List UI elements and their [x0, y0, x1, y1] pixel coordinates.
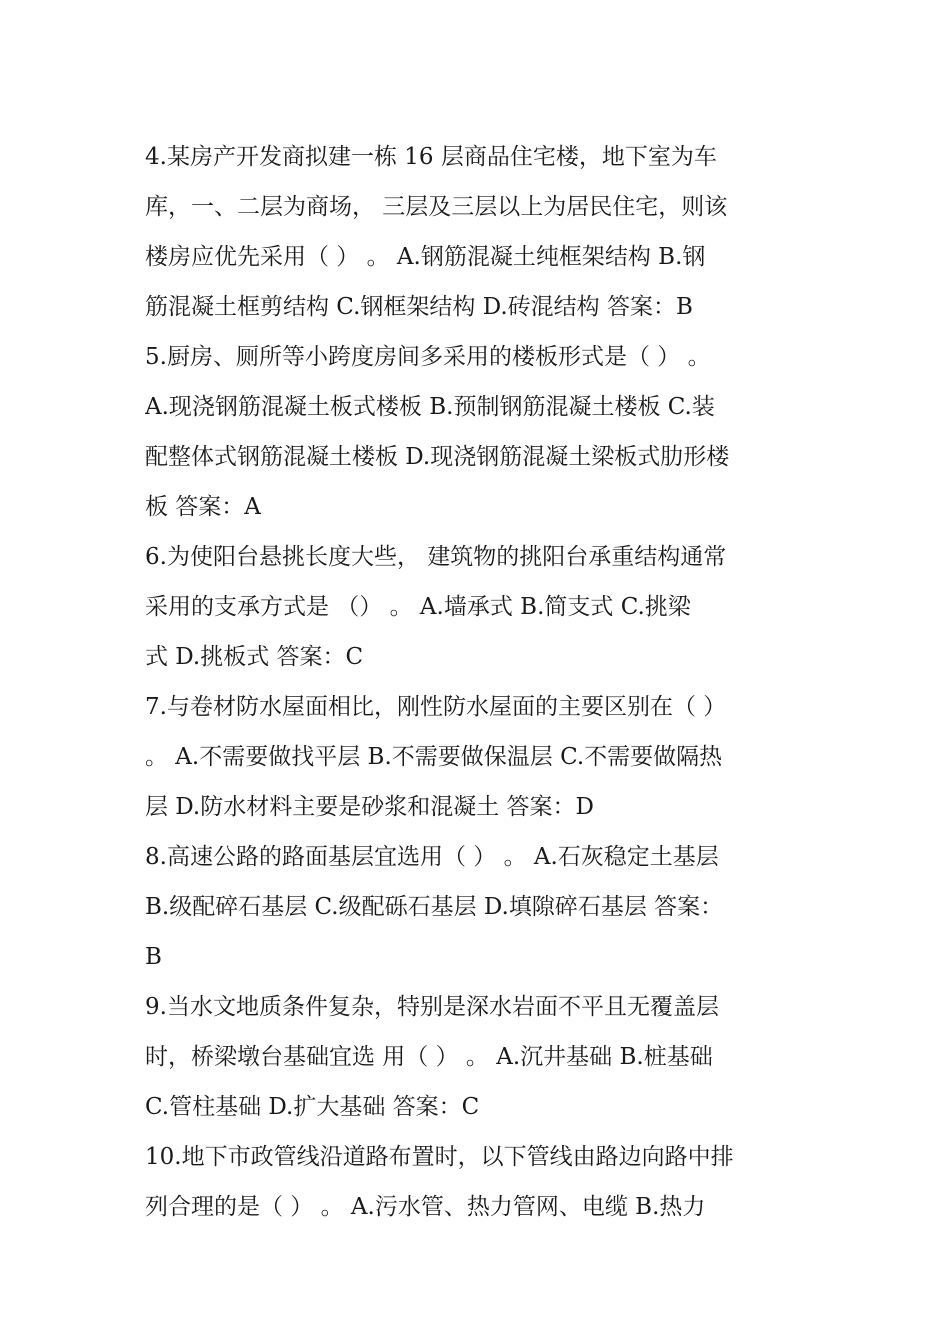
text-line: 10.地下市政管线沿道路布置时，以下管线由路边向路中排: [145, 1144, 734, 1170]
text-line: 层 D.防水材料主要是砂浆和混凝土 答案：D: [145, 794, 594, 820]
text-line: 。 A.不需要做找平层 B.不需要做保温层 C.不需要做隔热: [145, 744, 723, 770]
text-line: 库，一、二层为商场， 三层及三层以上为居民住宅，则该: [145, 194, 728, 220]
text-line: 6.为使阳台悬挑长度大些， 建筑物的挑阳台承重结构通常: [145, 544, 727, 570]
text-line: 楼房应优先采用（ ） 。 A.钢筋混凝土纯框架结构 B.钢: [145, 244, 706, 270]
text-line: 列合理的是（ ） 。 A.污水管、热力管网、电缆 B.热力: [145, 1194, 706, 1220]
text-line: 筋混凝土框剪结构 C.钢框架结构 D.砖混结构 答案：B: [145, 294, 693, 320]
text-line: 7.与卷材防水屋面相比，刚性防水屋面的主要区别在（ ）: [145, 694, 727, 720]
text-line: 8.高速公路的路面基层宜选用（ ） 。 A.石灰稳定土基层: [145, 844, 719, 870]
text-line: 采用的支承方式是 （） 。 A.墙承式 B.简支式 C.挑梁: [145, 594, 691, 620]
text-line: B.级配碎石基层 C.级配砾石基层 D.填隙碎石基层 答案：: [145, 894, 724, 920]
text-line: A.现浇钢筋混凝土板式楼板 B.预制钢筋混凝土楼板 C.装: [145, 394, 715, 420]
text-line: 式 D.挑板式 答案：C: [145, 644, 364, 670]
question-text-block: [145, 132, 805, 1232]
text-line: 5.厨房、厕所等小跨度房间多采用的楼板形式是（ ） 。: [145, 344, 711, 370]
text-line: 4.某房产开发商拟建一栋 16 层商品住宅楼，地下室为车: [145, 144, 717, 170]
text-line: 配整体式钢筋混凝土楼板 D.现浇钢筋混凝土梁板式肋形楼: [145, 444, 730, 470]
text-line: 时，桥梁墩台基础宜选 用（ ） 。 A.沉井基础 B.桩基础: [145, 1044, 713, 1070]
text-line: 板 答案：A: [145, 494, 261, 520]
text-line: B: [145, 944, 162, 970]
text-line: 9.当水文地质条件复杂，特别是深水岩面不平且无覆盖层: [145, 994, 719, 1020]
text-line: C.管柱基础 D.扩大基础 答案：C: [145, 1094, 480, 1120]
